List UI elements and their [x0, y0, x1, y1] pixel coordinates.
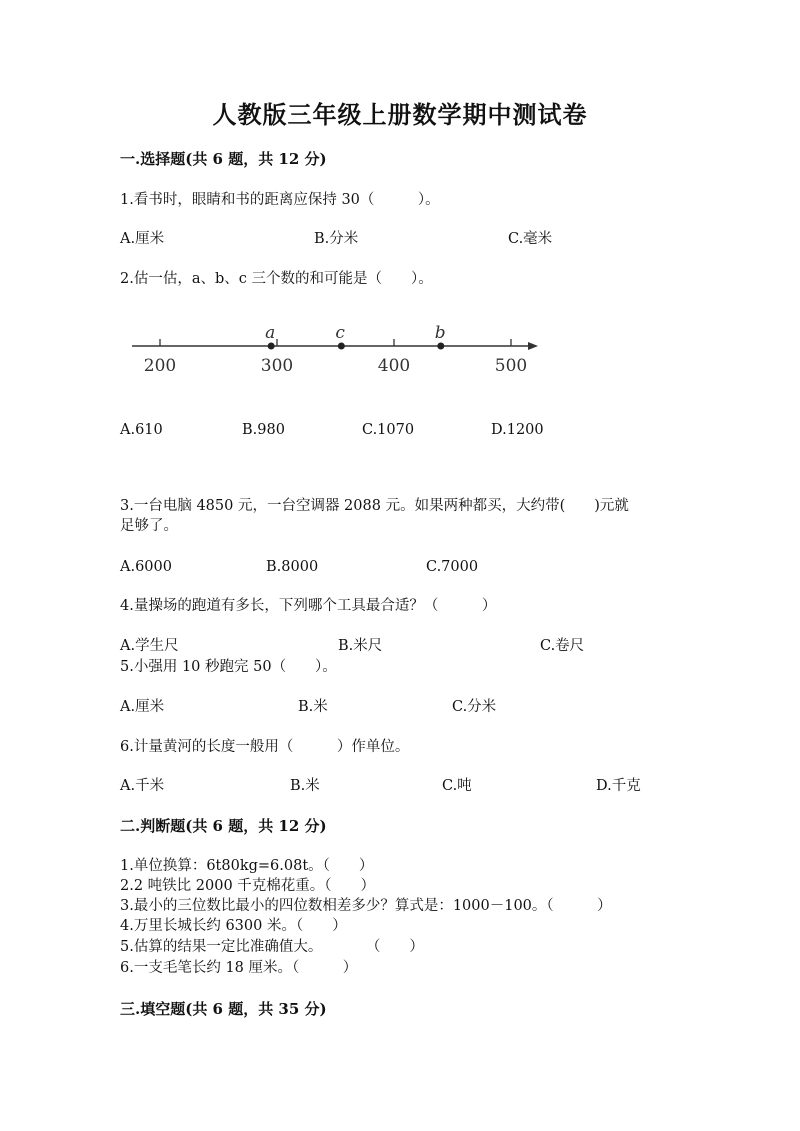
q4-option-c: C.卷尺: [540, 638, 585, 654]
q3-option-c: C.7000: [426, 559, 479, 575]
q1-option-c: C.毫米: [508, 231, 553, 247]
judge-item-1: 1.单位换算：6t80kg=6.08t。（ ）: [120, 858, 374, 874]
number-line-tick-label: 400: [377, 356, 411, 376]
q1-option-a: A.厘米: [120, 231, 165, 247]
number-line-tick-label: 500: [494, 356, 528, 376]
q3-option-a: A.6000: [120, 559, 172, 575]
number-line-figure: [126, 318, 546, 380]
q5-option-a: A.厘米: [120, 699, 165, 715]
q6-option-a: A.千米: [120, 778, 165, 794]
question-3-line-2: 足够了。: [120, 518, 178, 534]
judge-item-4: 4.万里长城长约 6300 米。（ ）: [120, 918, 347, 934]
q4-option-a: A.学生尺: [120, 638, 179, 654]
q2-option-a: A.610: [120, 422, 163, 438]
q6-option-b: B.米: [290, 778, 320, 794]
section-2-heading: 二.判断题(共 6 题，共 12 分): [120, 817, 327, 835]
question-4: 4.量操场的跑道有多长，下列哪个工具最合适？（ ）: [120, 598, 497, 614]
number-line-arrow: [528, 342, 538, 350]
judge-item-6: 6.一支毛笔长约 18 厘米。（ ）: [120, 960, 358, 976]
q6-option-c: C.吨: [442, 778, 472, 794]
question-1: 1.看书时，眼睛和书的距离应保持 30（ ）。: [120, 192, 440, 208]
q3-option-b: B.8000: [266, 559, 319, 575]
section-1-heading: 一.选择题(共 6 题，共 12 分): [120, 150, 327, 168]
q5-option-b: B.米: [298, 699, 328, 715]
section-3-heading: 三.填空题(共 6 题，共 35 分): [120, 1000, 327, 1018]
number-line-tick-label: 300: [260, 356, 294, 376]
q2-option-d: D.1200: [491, 422, 544, 438]
judge-item-2: 2.2 吨铁比 2000 千克棉花重。（ ）: [120, 878, 376, 894]
q2-option-b: B.980: [242, 422, 285, 438]
number-line-point-label: b: [434, 323, 446, 343]
judge-item-5: 5.估算的结果一定比准确值大。 （ ）: [120, 939, 424, 955]
judge-item-3: 3.最小的三位数比最小的四位数相差多少？算式是：1000－100。（ ）: [120, 898, 612, 914]
number-line-point-label: c: [335, 323, 345, 343]
number-line-point-b: [437, 343, 444, 350]
q1-option-b: B.分米: [314, 231, 359, 247]
q4-option-b: B.米尺: [338, 638, 383, 654]
question-5: 5.小强用 10 秒跑完 50（ ）。: [120, 659, 337, 675]
number-line-tick-label: 200: [143, 356, 177, 376]
number-line-point-label: a: [265, 323, 276, 343]
number-line-point-a: [268, 343, 275, 350]
number-line-point-c: [338, 343, 345, 350]
question-6: 6.计量黄河的长度一般用（ ）作单位。: [120, 739, 410, 755]
question-2: 2.估一估，a、b、c 三个数的和可能是（ ）。: [120, 271, 433, 287]
q5-option-c: C.分米: [452, 699, 497, 715]
q2-option-c: C.1070: [362, 422, 415, 438]
page-title: 人教版三年级上册数学期中测试卷: [212, 100, 588, 129]
question-3-line-1: 3.一台电脑 4850 元，一台空调器 2088 元。如果两种都买，大约带( )元就: [120, 498, 629, 514]
q6-option-d: D.千克: [596, 778, 641, 794]
